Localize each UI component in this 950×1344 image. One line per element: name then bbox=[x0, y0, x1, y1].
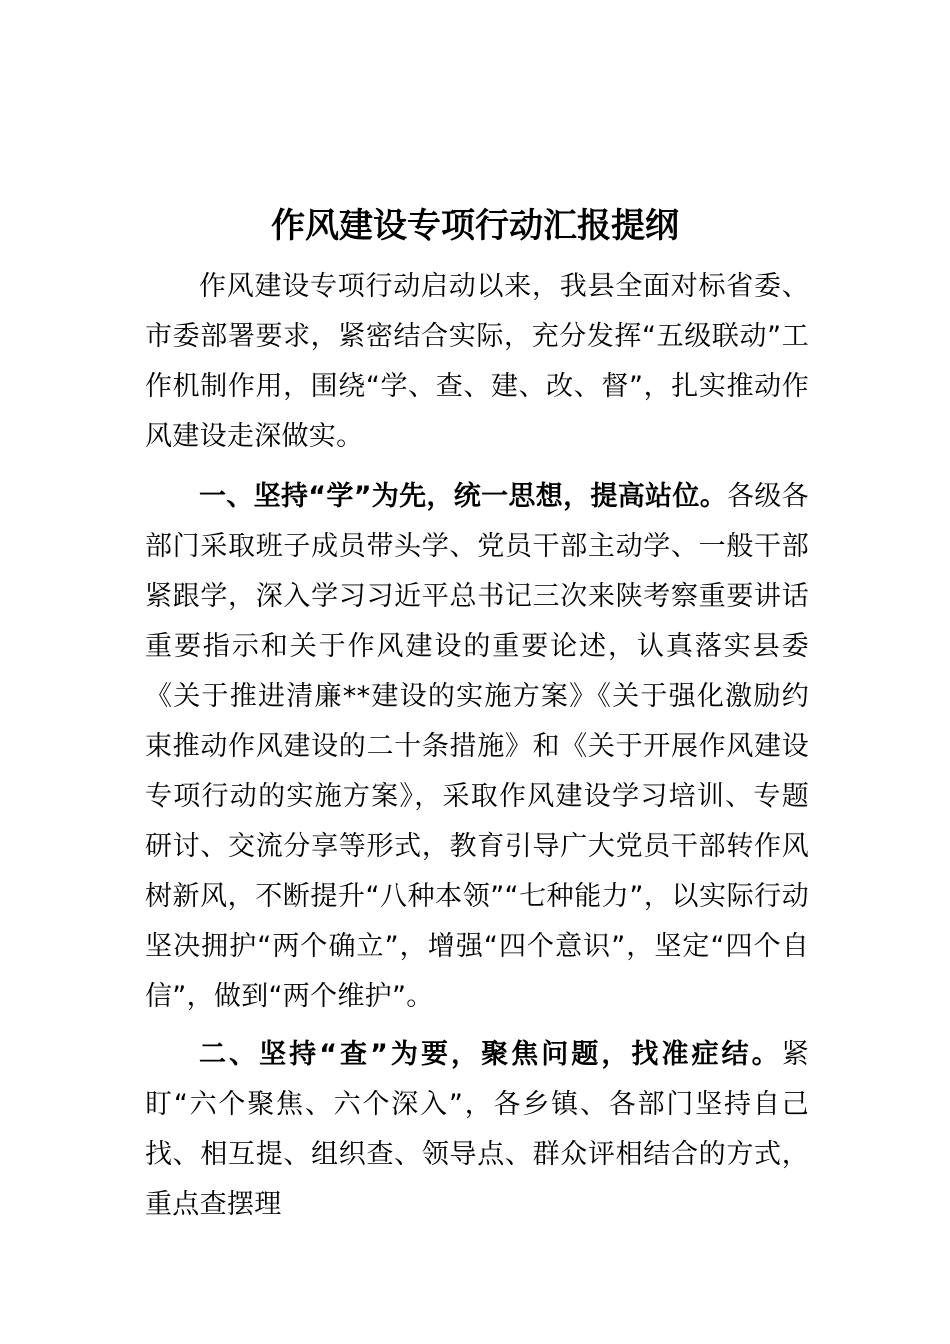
intro-paragraph: 作风建设专项行动启动以来，我县全面对标省委、市委部署要求，紧密结合实际，充分发挥“五级联动”工作机制作用，围绕“学、查、建、改、督”，扎实推动作风建设走深做实。 bbox=[145, 271, 809, 452]
section-one-heading: 一、坚持“学”为先，统一思想，提高站位。 bbox=[199, 481, 728, 512]
document-title: 作风建设专项行动汇报提纲 bbox=[271, 206, 679, 246]
section-one-body: 各级各部门采取班子成员带头学、党员干部主动学、一般干部紧跟学，深入学习习近平总书记三次来陕考察重要讲话重要指示和关于作风建设的重要论述，认真落实县委《关于推进清廉**建设的实施方案》《关于强化激励约束推动作风建设的二十条措施》和《关于开展作风建设专项行动的实施方案》，采取作风建设学习培训、专题研讨、交流分享等形式，教育引导广大党员干部转作风树新风，不断提升“八种本领”“七种能力”，以实际行动坚决拥护“两个确立”，增强“四个意识”，坚定“四个自信”，做到“两个维护”。 bbox=[145, 481, 809, 1012]
section-one-paragraph bbox=[145, 472, 809, 1022]
section-two-heading: 二、坚持“查”为要，聚焦问题，找准症结。 bbox=[199, 1039, 782, 1070]
section-two-body: 紧盯“六个聚焦、六个深入”，各乡镇、各部门坚持自己找、相互提、组织查、领导点、群众评相结合的方式，重点查摆理 bbox=[145, 1039, 809, 1220]
section-two-paragraph bbox=[145, 1030, 809, 1230]
